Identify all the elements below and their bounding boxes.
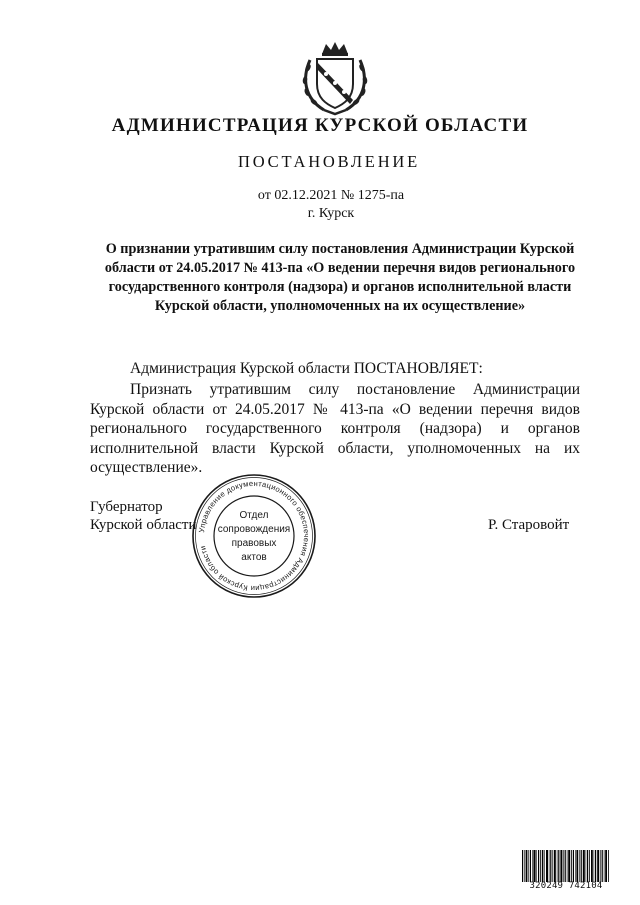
document-title: О признании утратившим силу постановления Администрации Курской области от 24.05.2017 № 413-па «О ведении перечня видов регионального государственного контроля (надзора) и органов исполнительной власти Курской области, уполномоченных на их осуществление» [104,241,576,314]
organization-title: АДМИНИСТРАЦИЯ КУРСКОЙ ОБЛАСТИ [111,115,529,136]
barcode [518,850,614,892]
signatory-position-line1: Губернатор [90,499,163,515]
barcode-bars [522,850,610,882]
resolution-intro: Администрация Курской области ПОСТАНОВЛЯЕТ: [130,360,483,377]
stamp-center-line3: правовых [231,538,277,549]
barcode-number: 320249 742104 [529,881,603,891]
signatory-name: Р. Старовойт [488,517,570,533]
coat-of-arms-icon [300,40,370,116]
stamp-center-line2: сопровождения [217,524,291,535]
resolution-text: Признать утратившим силу постановление Администрации Курской области от 24.05.2017 № 413-па «О ведении перечня видов регионального государственного контроля (надзора) и органов исполнительной власти Курской области, уполномоченных на их осуществление». [90,381,580,476]
document-type: ПОСТАНОВЛЕНИЕ [238,152,420,171]
stamp-center-line1: Отдел [239,510,269,521]
signatory-position-line2: Курской области [90,517,197,533]
document-place: г. Курск [307,206,355,221]
document-date-number: от 02.12.2021 № 1275-па [257,188,405,203]
official-stamp [190,472,318,600]
stamp-center-line4: актов [241,552,267,563]
stamp-ring-text: Управление документационного обеспечения Администрации Курской области [197,478,312,594]
